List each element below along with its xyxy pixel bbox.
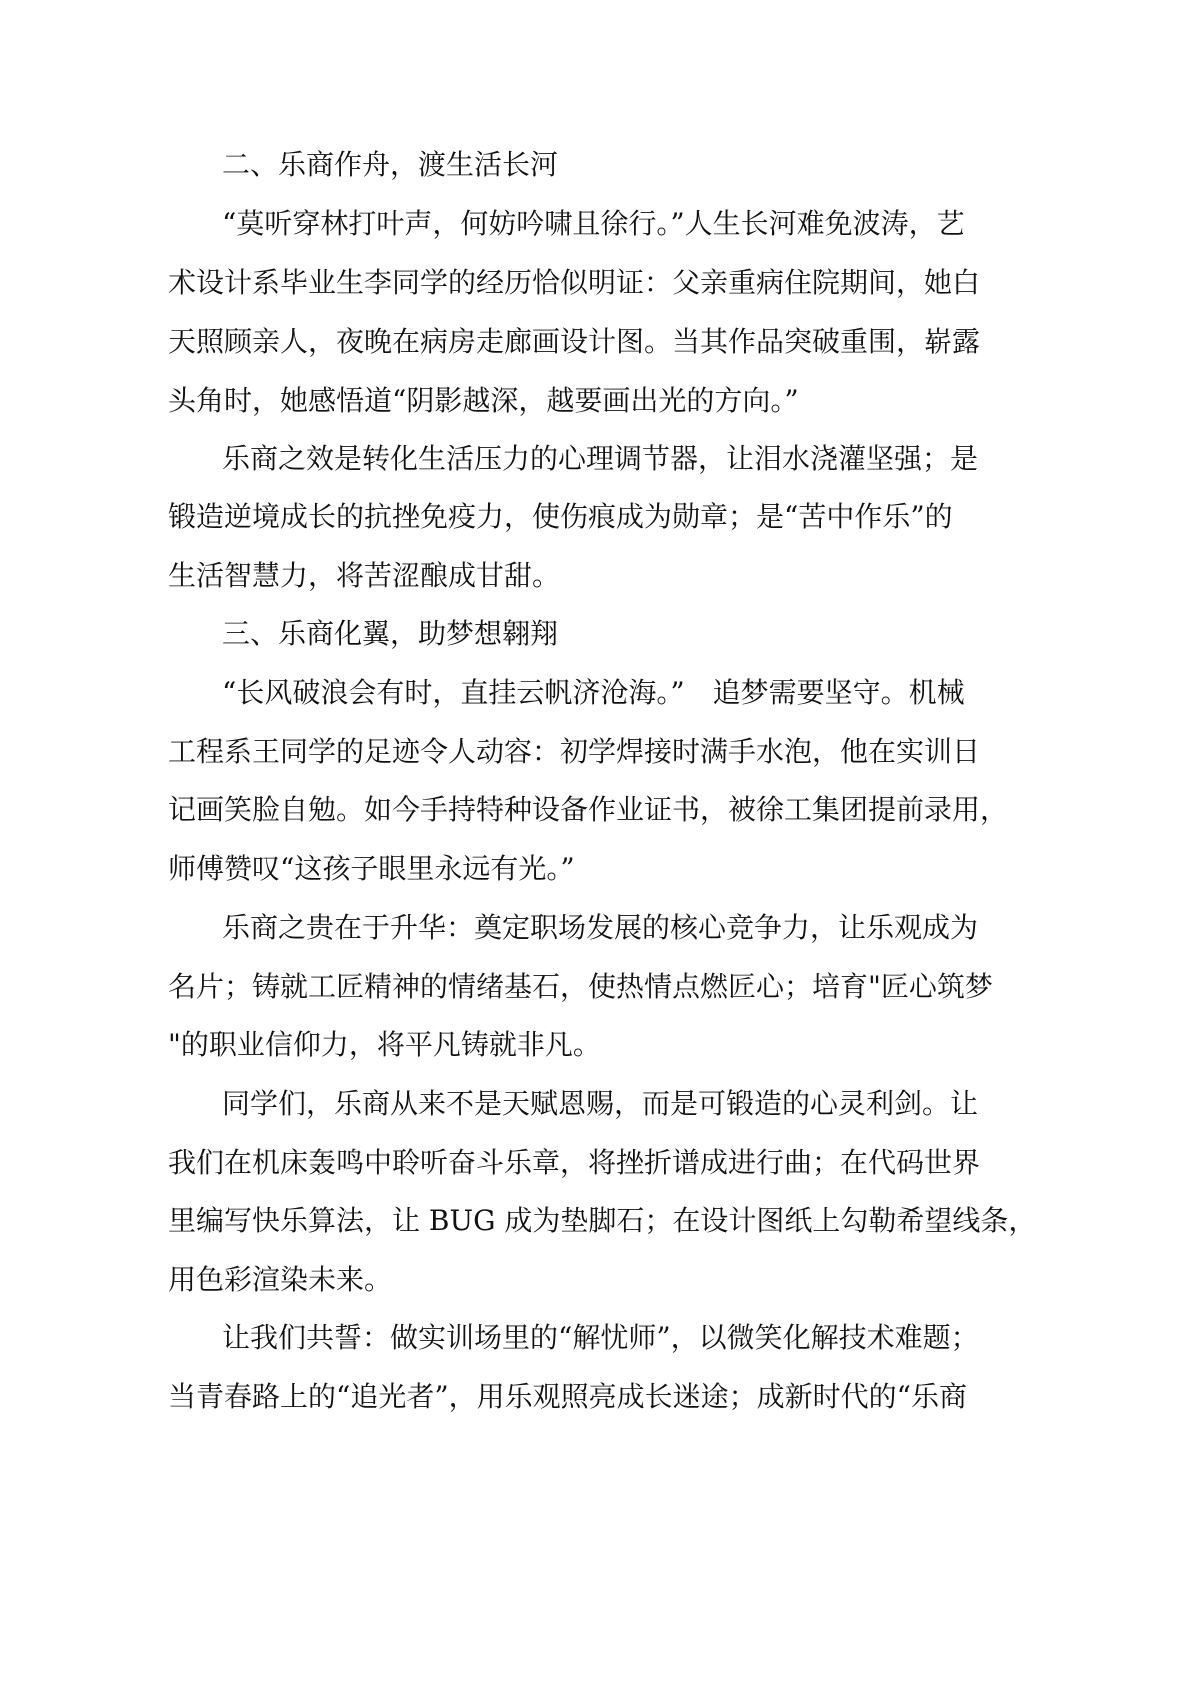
paragraph-line: 记画笑脸自勉。如今手持特种设备作业证书，被徐工集团提前录用， [168,793,1009,826]
paragraph-line: 当青春路上的“追光者”，用乐观照亮成长迷途；成新时代的“乐商 [168,1380,967,1413]
paragraph-line: “莫听穿林打叶声，何妨吟啸且徐行。”人生长河难免波涛，艺 [222,207,965,240]
paragraph-line: 乐商之贵在于升华：奠定职场发展的核心竞争力，让乐观成为 [222,911,979,944]
heading-section-three: 三、乐商化翼，助梦想翱翔 [222,617,559,650]
paragraph-line: “长风破浪会有时，直挂云帆济沧海。” 追梦需要坚守。机械 [222,676,965,709]
paragraph-line: 锻造逆境成长的抗挫免疫力，使伤痕成为勋章；是“苦中作乐”的 [168,500,953,533]
paragraph-line: 师傅赞叹“这孩子眼里永远有光。” [168,852,575,885]
paragraph-line: "的职业信仰力，将平凡铸就非凡。 [168,1028,601,1061]
heading-section-two: 二、乐商作舟，渡生活长河 [222,148,559,181]
paragraph-line: 我们在机床轰鸣中聆听奋斗乐章，将挫折谱成进行曲；在代码世界 [168,1146,981,1179]
paragraph-line: 乐商之效是转化生活压力的心理调节器，让泪水浇灌坚强；是 [222,442,979,475]
paragraph-line: 里编写快乐算法，让 BUG 成为垫脚石；在设计图纸上勾勒希望线条， [168,1204,1037,1237]
paragraph-line: 工程系王同学的足迹令人动容：初学焊接时满手水泡，他在实训日 [168,735,981,768]
paragraph-line: 名片；铸就工匠精神的情绪基石，使热情点燃匠心；培育"匠心筑梦 [168,970,993,1003]
paragraph-line: 生活智慧力，将苦涩酿成甘甜。 [168,559,561,592]
paragraph-line: 用色彩渲染未来。 [168,1263,393,1296]
paragraph-line: 同学们，乐商从来不是天赋恩赐，而是可锻造的心灵利剑。让 [222,1087,979,1120]
paragraph-line: 让我们共誓：做实训场里的“解忧师”，以微笑化解技术难题； [222,1321,979,1354]
paragraph-line: 术设计系毕业生李同学的经历恰似明证：父亲重病住院期间，她白 [168,266,981,299]
paragraph-line: 头角时，她感悟道“阴影越深，越要画出光的方向。” [168,384,799,417]
paragraph-line: 天照顾亲人，夜晚在病房走廊画设计图。当其作品突破重围，崭露 [168,325,981,358]
